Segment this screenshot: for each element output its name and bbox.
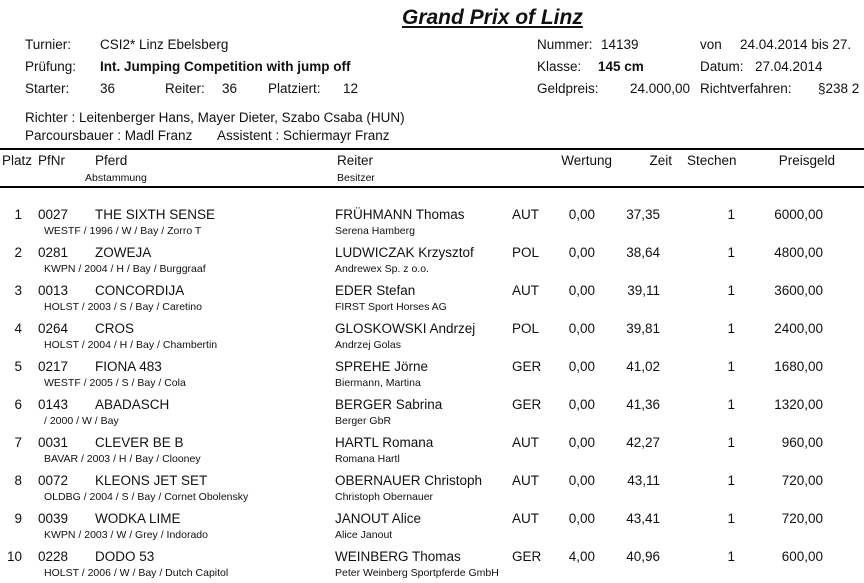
cell-besitzer: Andrewex Sp. z o.o. (335, 263, 429, 275)
cell-abstammung: / 2000 / W / Bay (44, 415, 119, 427)
cell-preisgeld: 4800,00 (774, 245, 823, 260)
cell-nation: GER (512, 359, 542, 374)
starter-label: Starter: (25, 81, 70, 96)
cell-abstammung: HOLST / 2004 / H / Bay / Chambertin (44, 339, 218, 351)
divider-top (0, 148, 864, 150)
cell-pfnr: 0031 (38, 435, 69, 450)
cell-reiter: OBERNAUER Christoph (335, 473, 483, 488)
cell-platz: 3 (14, 283, 22, 298)
cell-pferd: ABADASCH (95, 397, 170, 412)
cell-stechen: 1 (727, 511, 735, 526)
cell-platz: 5 (14, 359, 22, 374)
col-header-platz: Platz (2, 153, 33, 168)
cell-stechen: 1 (727, 397, 735, 412)
cell-besitzer: Berger GbR (335, 415, 392, 427)
klasse-value: 145 cm (598, 59, 644, 74)
cell-reiter: JANOUT Alice (335, 511, 422, 526)
table-row (0, 546, 864, 583)
cell-reiter: FRÜHMANN Thomas (335, 207, 465, 222)
cell-preisgeld: 6000,00 (774, 207, 823, 222)
cell-pferd: FIONA 483 (95, 359, 162, 374)
cell-pfnr: 0072 (38, 473, 69, 488)
reiter-count-label: Reiter: (165, 81, 205, 96)
cell-pferd: ZOWEJA (95, 245, 152, 260)
divider-header (0, 186, 864, 188)
geldpreis-value: 24.000,00 (629, 81, 690, 96)
table-row (0, 470, 864, 508)
cell-preisgeld: 3600,00 (774, 283, 823, 298)
cell-platz: 10 (6, 549, 22, 564)
cell-wertung: 0,00 (568, 473, 595, 488)
col-header-pfnr: PfNr (38, 153, 65, 168)
col-header-reiter: Reiter (337, 153, 374, 168)
cell-nation: AUT (512, 283, 539, 298)
cell-nation: GER (512, 549, 542, 564)
cell-wertung: 0,00 (568, 321, 595, 336)
results-rows (0, 204, 864, 583)
cell-pferd: KLEONS JET SET (95, 473, 208, 488)
turnier-label: Turnier: (25, 37, 72, 52)
cell-nation: AUT (512, 473, 539, 488)
cell-abstammung: OLDBG / 2004 / S / Bay / Cornet Obolensky (44, 491, 249, 503)
richtverfahren-value: §238 2 (818, 81, 860, 96)
starter-value: 36 (100, 81, 116, 96)
nummer-label: Nummer: (537, 37, 593, 52)
cell-zeit: 40,96 (626, 549, 660, 564)
cell-pferd: CLEVER BE B (95, 435, 184, 450)
cell-abstammung: WESTF / 1996 / W / Bay / Zorro T (44, 225, 202, 237)
cell-preisgeld: 720,00 (781, 511, 823, 526)
cell-reiter: EDER Stefan (335, 283, 416, 298)
cell-platz: 9 (14, 511, 22, 526)
cell-zeit: 41,36 (626, 397, 660, 412)
cell-stechen: 1 (727, 245, 735, 260)
col-header-besitzer: Besitzer (337, 172, 375, 184)
table-row (0, 242, 864, 280)
cell-wertung: 0,00 (568, 359, 595, 374)
cell-reiter: SPREHE Jörne (335, 359, 429, 374)
col-header-abstammung: Abstammung (85, 172, 147, 184)
cell-zeit: 38,64 (626, 245, 660, 260)
cell-reiter: WEINBERG Thomas (335, 549, 461, 564)
cell-nation: AUT (512, 511, 539, 526)
page-title: Grand Prix of Linz (402, 6, 583, 29)
cell-platz: 8 (14, 473, 22, 488)
datum-value: 27.04.2014 (755, 59, 823, 74)
col-header-preisgeld: Preisgeld (778, 153, 835, 168)
cell-besitzer: Serena Hamberg (335, 225, 415, 237)
cell-abstammung: HOLST / 2003 / S / Bay / Caretino (44, 301, 202, 313)
cell-abstammung: KWPN / 2004 / H / Bay / Burggraaf (44, 263, 206, 275)
geldpreis-label: Geldpreis: (537, 81, 599, 96)
cell-nation: GER (512, 397, 542, 412)
cell-pferd: WODKA LIME (95, 511, 181, 526)
von-value: 24.04.2014 bis 27. (740, 37, 852, 52)
platziert-label: Platziert: (268, 81, 321, 96)
cell-stechen: 1 (727, 283, 735, 298)
cell-wertung: 0,00 (568, 283, 595, 298)
cell-wertung: 4,00 (568, 549, 595, 564)
cell-pfnr: 0027 (38, 207, 69, 222)
assistent-line: Assistent : Schiermayr Franz (217, 128, 390, 143)
cell-pferd: CONCORDIJA (95, 283, 185, 298)
cell-stechen: 1 (727, 473, 735, 488)
cell-pfnr: 0143 (38, 397, 69, 412)
cell-besitzer: Peter Weinberg Sportpferde GmbH (335, 567, 499, 579)
cell-pferd: CROS (95, 321, 135, 336)
col-header-zeit: Zeit (649, 153, 672, 168)
cell-zeit: 43,41 (626, 511, 660, 526)
parcoursbauer-line: Parcoursbauer : Madl Franz (25, 128, 193, 143)
cell-preisgeld: 1320,00 (774, 397, 823, 412)
table-row (0, 204, 864, 242)
cell-pferd: DODO 53 (95, 549, 155, 564)
cell-besitzer: Christoph Obernauer (335, 491, 434, 503)
cell-platz: 1 (14, 207, 22, 222)
cell-preisgeld: 960,00 (781, 435, 823, 450)
pruefung-label: Prüfung: (25, 59, 77, 74)
table-row (0, 394, 864, 432)
cell-zeit: 39,11 (627, 283, 660, 298)
cell-wertung: 0,00 (568, 511, 595, 526)
cell-pfnr: 0281 (38, 245, 69, 260)
richter-line: Richter : Leitenberger Hans, Mayer Dieter, Szabo Csaba (HUN) (25, 110, 405, 125)
table-row (0, 318, 864, 356)
cell-abstammung: KWPN / 2003 / W / Grey / Indorado (44, 529, 208, 541)
cell-besitzer: Alice Janout (335, 529, 393, 541)
klasse-label: Klasse: (537, 59, 582, 74)
reiter-count-value: 36 (222, 81, 238, 96)
cell-abstammung: HOLST / 2006 / W / Bay / Dutch Capitol (44, 567, 229, 579)
von-label: von (700, 37, 722, 52)
cell-besitzer: Romana Hartl (335, 453, 400, 465)
cell-platz: 6 (14, 397, 22, 412)
turnier-value: CSI2* Linz Ebelsberg (100, 37, 229, 52)
cell-preisgeld: 1680,00 (774, 359, 823, 374)
platziert-value: 12 (343, 81, 359, 96)
table-row (0, 432, 864, 470)
cell-preisgeld: 720,00 (781, 473, 823, 488)
cell-wertung: 0,00 (568, 397, 595, 412)
cell-stechen: 1 (727, 207, 735, 222)
cell-zeit: 42,27 (626, 435, 660, 450)
cell-stechen: 1 (727, 435, 735, 450)
cell-pfnr: 0013 (38, 283, 69, 298)
cell-besitzer: Andrzej Golas (335, 339, 401, 351)
cell-stechen: 1 (727, 359, 735, 374)
cell-reiter: HARTL Romana (335, 435, 434, 450)
pruefung-value: Int. Jumping Competition with jump off (100, 59, 351, 74)
cell-nation: POL (512, 245, 540, 260)
table-row (0, 280, 864, 318)
cell-preisgeld: 600,00 (781, 549, 823, 564)
cell-besitzer: FIRST Sport Horses AG (335, 301, 447, 313)
nummer-value: 14139 (601, 37, 639, 52)
cell-pferd: THE SIXTH SENSE (95, 207, 216, 222)
cell-reiter: LUDWICZAK Krzysztof (335, 245, 474, 260)
cell-wertung: 0,00 (568, 435, 595, 450)
cell-stechen: 1 (727, 321, 735, 336)
table-row (0, 508, 864, 546)
cell-reiter: BERGER Sabrina (335, 397, 443, 412)
cell-nation: AUT (512, 435, 539, 450)
col-header-wertung: Wertung (561, 153, 612, 168)
cell-abstammung: WESTF / 2005 / S / Bay / Cola (44, 377, 186, 389)
cell-platz: 7 (14, 435, 22, 450)
cell-zeit: 43,11 (627, 473, 660, 488)
cell-nation: AUT (512, 207, 539, 222)
cell-zeit: 39,81 (626, 321, 660, 336)
cell-preisgeld: 2400,00 (774, 321, 823, 336)
col-header-pferd: Pferd (95, 153, 128, 168)
cell-platz: 4 (14, 321, 22, 336)
cell-platz: 2 (14, 245, 22, 260)
cell-stechen: 1 (727, 549, 735, 564)
richtverfahren-label: Richtverfahren: (700, 81, 792, 96)
cell-abstammung: BAVAR / 2003 / H / Bay / Clooney (44, 453, 201, 465)
col-header-stechen: Stechen (687, 153, 737, 168)
cell-pfnr: 0039 (38, 511, 69, 526)
cell-wertung: 0,00 (568, 245, 595, 260)
cell-zeit: 41,02 (626, 359, 660, 374)
cell-nation: POL (512, 321, 540, 336)
cell-pfnr: 0228 (38, 549, 69, 564)
cell-pfnr: 0217 (38, 359, 69, 374)
cell-zeit: 37,35 (626, 207, 660, 222)
cell-pfnr: 0264 (38, 321, 69, 336)
table-row (0, 356, 864, 394)
cell-reiter: GLOSKOWSKI Andrzej (335, 321, 476, 336)
datum-label: Datum: (700, 59, 744, 74)
cell-besitzer: Biermann, Martina (335, 377, 421, 389)
cell-wertung: 0,00 (568, 207, 595, 222)
